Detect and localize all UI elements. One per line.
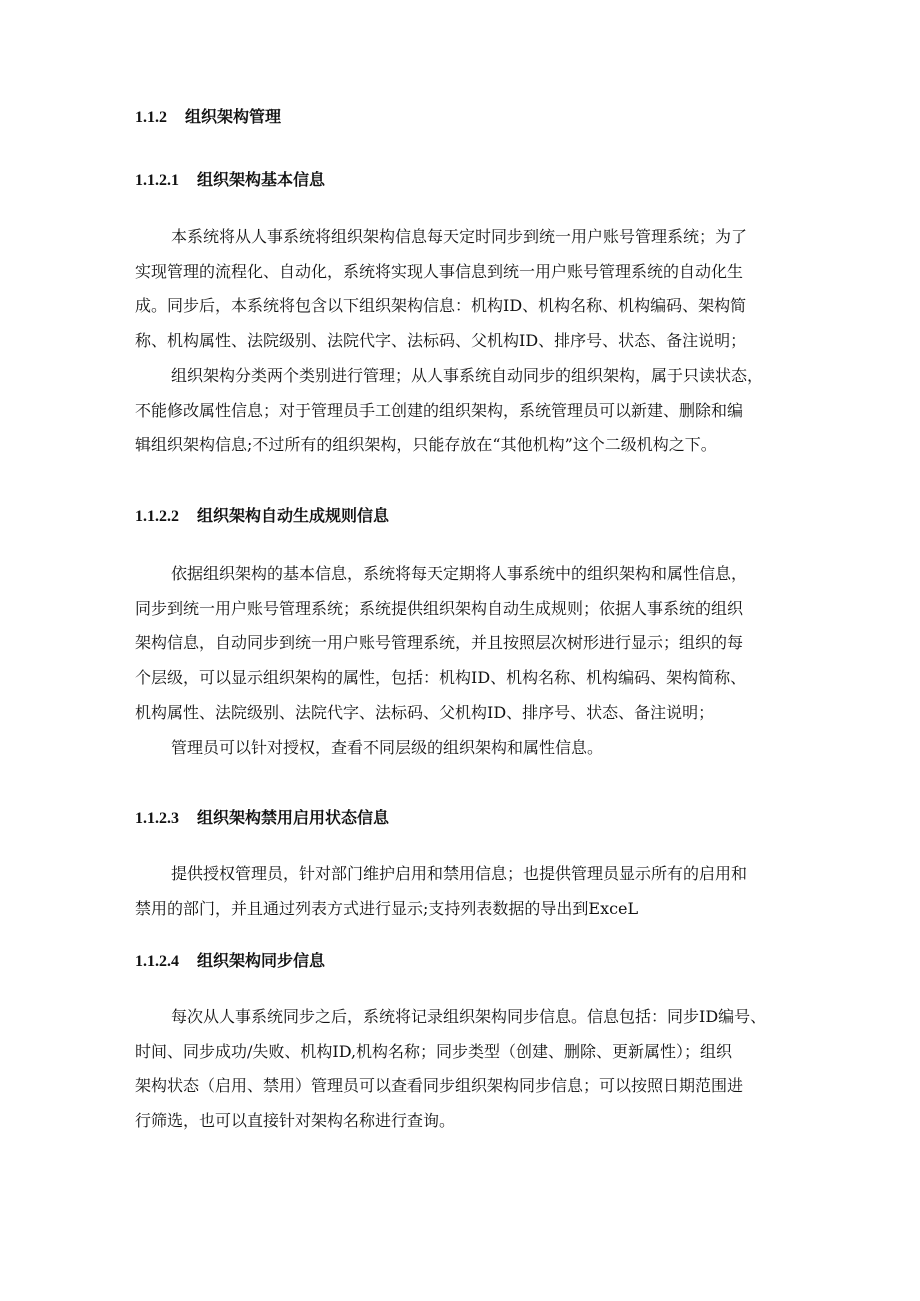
subsection-number: 1.1.2.3 (135, 810, 179, 827)
subsection-number: 1.1.2.4 (135, 953, 179, 970)
subsection-number: 1.1.2.1 (135, 172, 179, 189)
paragraph (135, 731, 787, 766)
text-line: 成。同步后，本系统将包含以下组织架构信息：机构ID、机构名称、机构编码、架构简 (135, 296, 747, 316)
text-line: 依据组织架构的基本信息，系统将每天定期将人事系统中的组织架构和属性信息， (171, 564, 748, 583)
subsection-number: 1.1.2.2 (135, 508, 179, 525)
text-line: 禁用的部门，并且通过列表方式进行显示;支持列表数据的导出到ExceL (135, 898, 639, 918)
text-line: 称、机构属性、法院级别、法院代字、法标码、父机构ID、排序号、状态、备注说明； (135, 331, 747, 351)
paragraph (135, 1000, 787, 1139)
text-line: 架构信息，自动同步到统一用户账号管理系统，并且按照层次树形进行显示；组织的每 (135, 633, 744, 653)
text-line: 时间、同步成功/失败、机构ID,机构名称；同步类型（创建、删除、更新属性）；组织 (135, 1041, 733, 1061)
paragraph (135, 857, 787, 926)
text-line: 机构属性、法院级别、法院代字、法标码、父机构ID、排序号、状态、备注说明； (135, 702, 715, 722)
section-heading (135, 107, 281, 128)
text-line: 每次从人事系统同步之后，系统将记录组织架构同步信息。信息包括：同步ID编号、 (171, 1007, 767, 1026)
subsection-heading (135, 808, 389, 829)
paragraph (135, 557, 787, 730)
text-line: 辑组织架构信息;不过所有的组织架构，只能存放在“其他机构”这个二级机构之下。 (135, 435, 717, 455)
subsection-title: 组织架构同步信息 (197, 951, 326, 970)
text-line: 管理员可以针对授权，查看不同层级的组织架构和属性信息。 (171, 738, 604, 757)
text-line: 提供授权管理员，针对部门维护启用和禁用信息；也提供管理员显示所有的启用和 (171, 864, 748, 883)
subsection-title: 组织架构自动生成规则信息 (197, 506, 390, 525)
subsection-title: 组织架构基本信息 (197, 170, 326, 189)
section-title: 组织架构管理 (185, 107, 282, 126)
text-line: 行筛选，也可以直接针对架构名称进行查询。 (135, 1111, 456, 1131)
subsection-heading (135, 170, 325, 191)
section-number: 1.1.2 (135, 109, 167, 126)
text-line: 本系统将从人事系统将组织架构信息每天定时同步到统一用户账号管理系统；为了 (171, 227, 748, 246)
subsection-heading (135, 506, 389, 527)
subsection-heading (135, 951, 325, 972)
text-line: 实现管理的流程化、自动化，系统将实现人事信息到统一用户账号管理系统的自动化生 (135, 261, 744, 281)
paragraph (135, 359, 787, 463)
text-line: 同步到统一用户账号管理系统；系统提供组织架构自动生成规则；依据人事系统的组织 (135, 598, 744, 618)
subsection-title: 组织架构禁用启用状态信息 (197, 808, 390, 827)
text-line: 组织架构分类两个类别进行管理；从人事系统自动同步的组织架构，属于只读状态， (171, 366, 764, 385)
text-line: 不能修改属性信息；对于管理员手工创建的组织架构，系统管理员可以新建、删除和编 (135, 400, 744, 420)
text-line: 架构状态（启用、禁用）管理员可以查看同步组织架构同步信息；可以按照日期范围进 (135, 1076, 744, 1096)
text-line: 个层级，可以显示组织架构的属性，包括：机构ID、机构名称、机构编码、架构简称、 (135, 668, 747, 688)
paragraph (135, 220, 787, 359)
